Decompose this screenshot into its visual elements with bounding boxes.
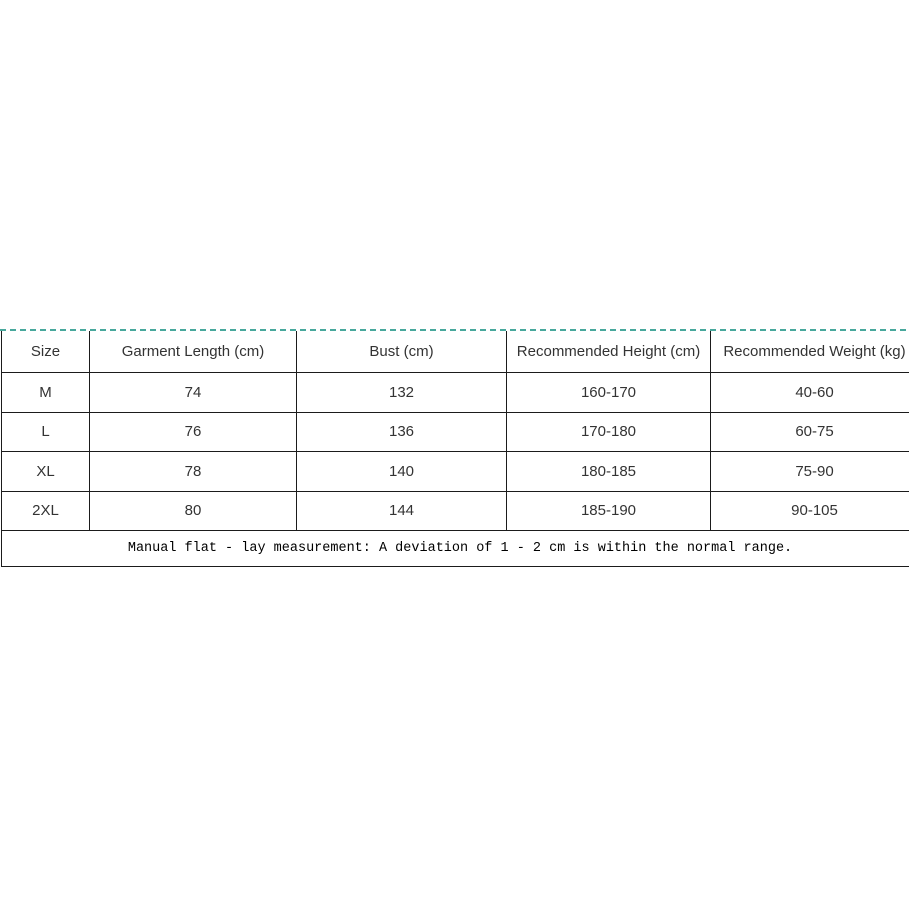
table-note-row <box>2 531 909 567</box>
bust-cell: 144 <box>297 491 507 531</box>
bust-cell: 140 <box>297 452 507 492</box>
size-chart-table-container <box>1 331 909 567</box>
column-header-size: Size <box>2 331 90 373</box>
length-cell: 78 <box>90 452 297 492</box>
table-header-row <box>2 331 909 373</box>
column-header-length: Garment Length (cm) <box>90 331 297 373</box>
length-cell: 76 <box>90 412 297 452</box>
size-cell: M <box>2 373 90 413</box>
height-cell: 170-180 <box>507 412 711 452</box>
weight-cell: 40-60 <box>711 373 909 413</box>
bust-cell: 136 <box>297 412 507 452</box>
height-cell: 180-185 <box>507 452 711 492</box>
size-cell: 2XL <box>2 491 90 531</box>
size-cell: L <box>2 412 90 452</box>
table-row-l <box>2 412 909 452</box>
bust-cell: 132 <box>297 373 507 413</box>
length-cell: 80 <box>90 491 297 531</box>
height-cell: 185-190 <box>507 491 711 531</box>
column-header-bust: Bust (cm) <box>297 331 507 373</box>
length-cell: 74 <box>90 373 297 413</box>
size-cell: XL <box>2 452 90 492</box>
weight-cell: 75-90 <box>711 452 909 492</box>
table-row-xl <box>2 452 909 492</box>
table-row-m <box>2 373 909 413</box>
height-cell: 160-170 <box>507 373 711 413</box>
measurement-note: Manual flat - lay measurement: A deviation of 1 - 2 cm is within the normal range. <box>2 531 909 567</box>
weight-cell: 90-105 <box>711 491 909 531</box>
column-header-height: Recommended Height (cm) <box>507 331 711 373</box>
size-chart-table <box>1 331 909 567</box>
weight-cell: 60-75 <box>711 412 909 452</box>
table-row-2xl <box>2 491 909 531</box>
column-header-weight: Recommended Weight (kg) <box>711 331 909 373</box>
